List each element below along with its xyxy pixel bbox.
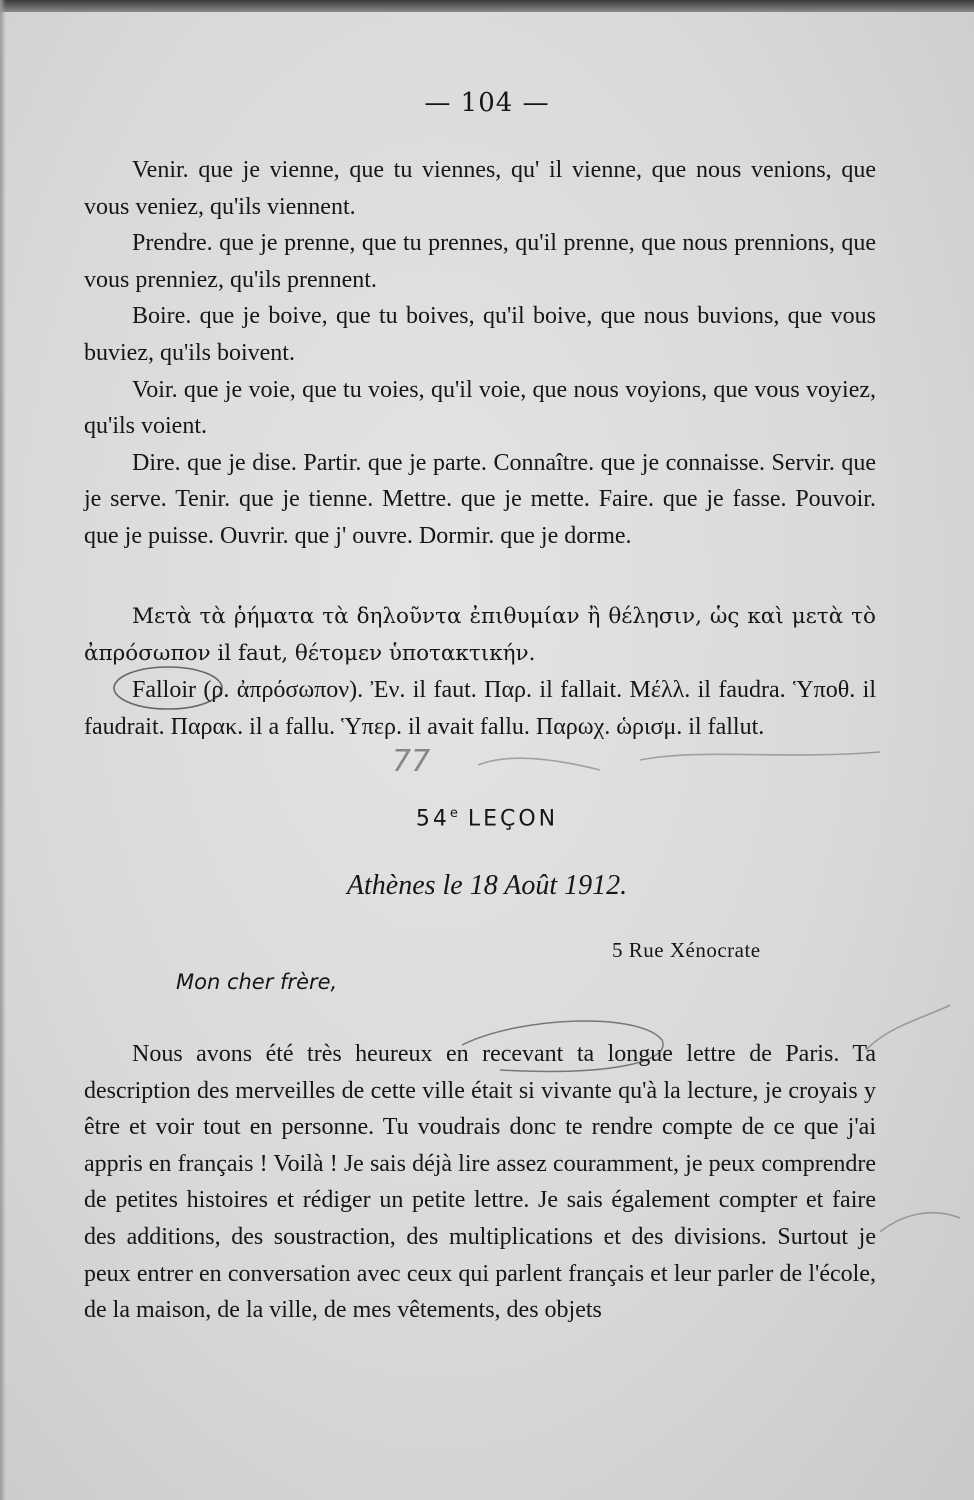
paragraph-irregular-verbs: Dire. que je dise. Partir. que je parte. Connaître. que je connaisse. Servir. que je serve. Tenir. que je tienne. Mettre. que je mette. Faire. que je fasse. Pouvoir. que je puisse. Ouvrir. que j' ouvre. Dormir. que je dorme. (84, 449, 876, 549)
margin-scribble-mark (478, 752, 880, 770)
paragraph-voir: Voir. que je voie, que tu voies, qu'il voie, que nous voyions, que vous voyiez, qu'ils voient. (84, 376, 876, 440)
conjugation-section (84, 152, 876, 555)
right-margin-scribble (866, 1005, 950, 1050)
falloir-paragraph: Falloir (ρ. ἀπρόσωπον). Ἐν. il faut. Παρ. il fallait. Μέλλ. il faudra. Ὑποθ. il faudrait. Παρακ. il a fallu. Ὑπερ. il avait fallu. Παρωχ. ὡρισμ. il fallut. (84, 677, 876, 740)
letter-salutation: Mon cher frère, (176, 970, 338, 994)
paragraph-prendre: Prendre. que je prenne, que tu prennes, qu'il prenne, que nous prennions, que vous prenniez, qu'ils prennent. (84, 230, 876, 293)
paragraph-venir: Venir. que je vienne, que tu viennes, qu' il vienne, que nous venions, que vous veniez, qu'ils viennent. (84, 157, 876, 220)
page-number: — 104 — (424, 88, 550, 118)
greek-rule-section (84, 599, 876, 745)
paragraph-boire: Boire. que je boive, que tu boives, qu'il boive, que nous buvions, que vous buviez, qu'ils boivent. (84, 303, 876, 366)
letter-address: 5 Rue Xénocrate (612, 938, 761, 962)
page-top-shadow (0, 0, 974, 12)
lesson-heading (0, 806, 974, 831)
lesson-number-suffix: e (449, 806, 458, 821)
lesson-word: LEÇON (467, 806, 559, 832)
handwritten-note-77: 77 (392, 744, 431, 779)
greek-rule-text: Μετὰ τὰ ῥήματα τὰ δηλοῦντα ἐπιθυμίαν ἢ θέλησιν, ὡς καὶ μετὰ τὸ ἀπρόσωπον il faut, θέτομεν ὑποτακτικήν. (84, 604, 876, 666)
lesson-number: 54 (415, 806, 450, 832)
letter-body (84, 1036, 876, 1329)
letter-dateline: Athènes le 18 Août 1912. (346, 870, 628, 901)
page-left-shadow (0, 0, 6, 1500)
letter-paragraph: Nous avons été très heureux en recevant ta longue lettre de Paris. Ta description des merveilles de cette ville était si vivante qu'à la lecture, je croyais y être et voir tout en personne. Tu voudrais donc te rendre compte de ce que j'ai appris en français ! Voilà ! Je sais déjà lire assez couramment, je peux comprendre de petites histoires et rédiger un petite lettre. Je sais également compter et faire des additions, des soustraction, des multiplications et des divisions. Surtout je peux entrer en conversation avec ceux qui parlent français et leur parler de l'école, de la maison, de la ville, de mes vêtements, des objets (84, 1041, 876, 1324)
right-margin-scribble-2 (880, 1213, 960, 1232)
